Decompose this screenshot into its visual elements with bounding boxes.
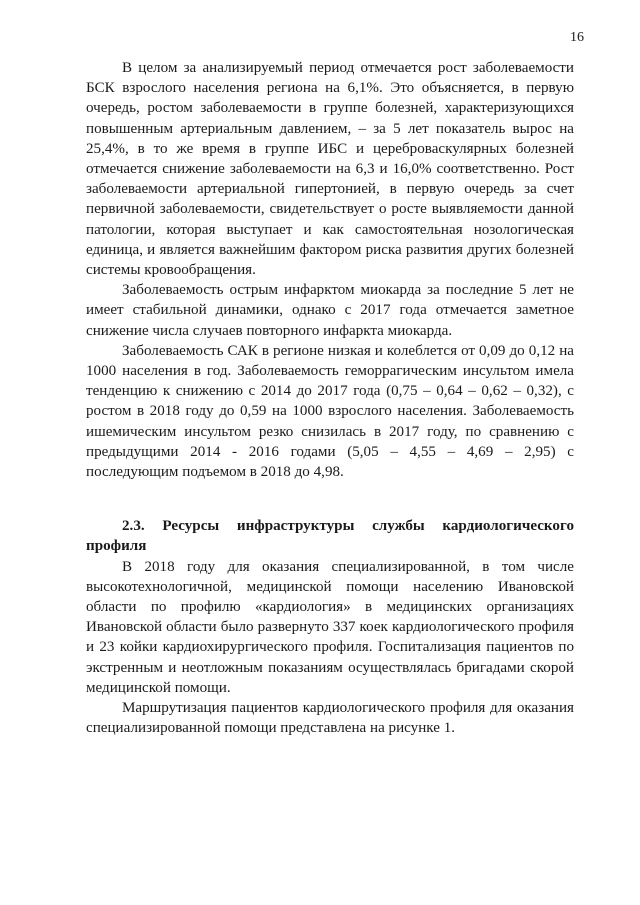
page-number: 16	[570, 30, 584, 45]
page-body	[86, 58, 574, 739]
section-heading: 2.3. Ресурсы инфраструктуры службы кардиологического профиля	[86, 518, 574, 555]
paragraph-infrastructure: В 2018 году для оказания специализированной, в том числе высокотехнологичной, медицинской помощи населению Ивановской области по профилю «кардиология» в медицинских организациях Ивановской области было развернуто 337 коек кардиологического профиля и 23 койки кардиохирургического профиля. Госпитализация пациентов по экстренным и неотложным показаниям осуществлялась бригадами скорой медицинской помощи.	[86, 558, 574, 696]
paragraph-stroke-incidence: Заболеваемость САК в регионе низкая и колеблется от 0,09 до 0,12 на 1000 населения в год. Заболеваемость геморрагическим инсультом имела тенденцию к снижению с 2014 до 2017 года (0,75 – 0,64 – 0,62 – 0,32), с ростом в 2018 году до 0,59 на 1000 взрослого населения. Заболеваемость ишемическим инсультом резко снизилась в 2017 году, по сравнению с предыдущими 2014 - 2016 годами (5,05 – 4,55 – 4,69 – 2,95) с последующим подъемом в 2018 до 4,98.	[86, 342, 574, 481]
paragraph-morbidity-overview: В целом за анализируемый период отмечается рост заболеваемости БСК взрослого населения региона на 6,1%. Это объясняется, в первую очередь, ростом заболеваемости в группе болезней, характеризующихся повышенным артериальным давлением, – за 5 лет показатель вырос на 25,4%, в то же время в группе ИБС и цереброваскулярных болезней отмечается снижение заболеваемости на 6,3 и 16,0% соответственно. Рост заболеваемости артериальной гипертонией, в первую очередь за счет первичной заболеваемости, свидетельствует о росте выявляемости данной патологии, которая выступает и как самостоятельная нозологическая единица, и является важнейшим фактором риска развития других болезней системы кровообращения.	[86, 60, 574, 279]
paragraph-myocardial-infarction: Заболеваемость острым инфарктом миокарда за последние 5 лет не имеет стабильной динамики, однако с 2017 года отмечается заметное снижение числа случаев повторного инфаркта миокарда.	[86, 282, 574, 339]
paragraph-routing: Маршрутизация пациентов кардиологического профиля для оказания специализированной помощи представлена на рисунке 1.	[86, 700, 574, 737]
